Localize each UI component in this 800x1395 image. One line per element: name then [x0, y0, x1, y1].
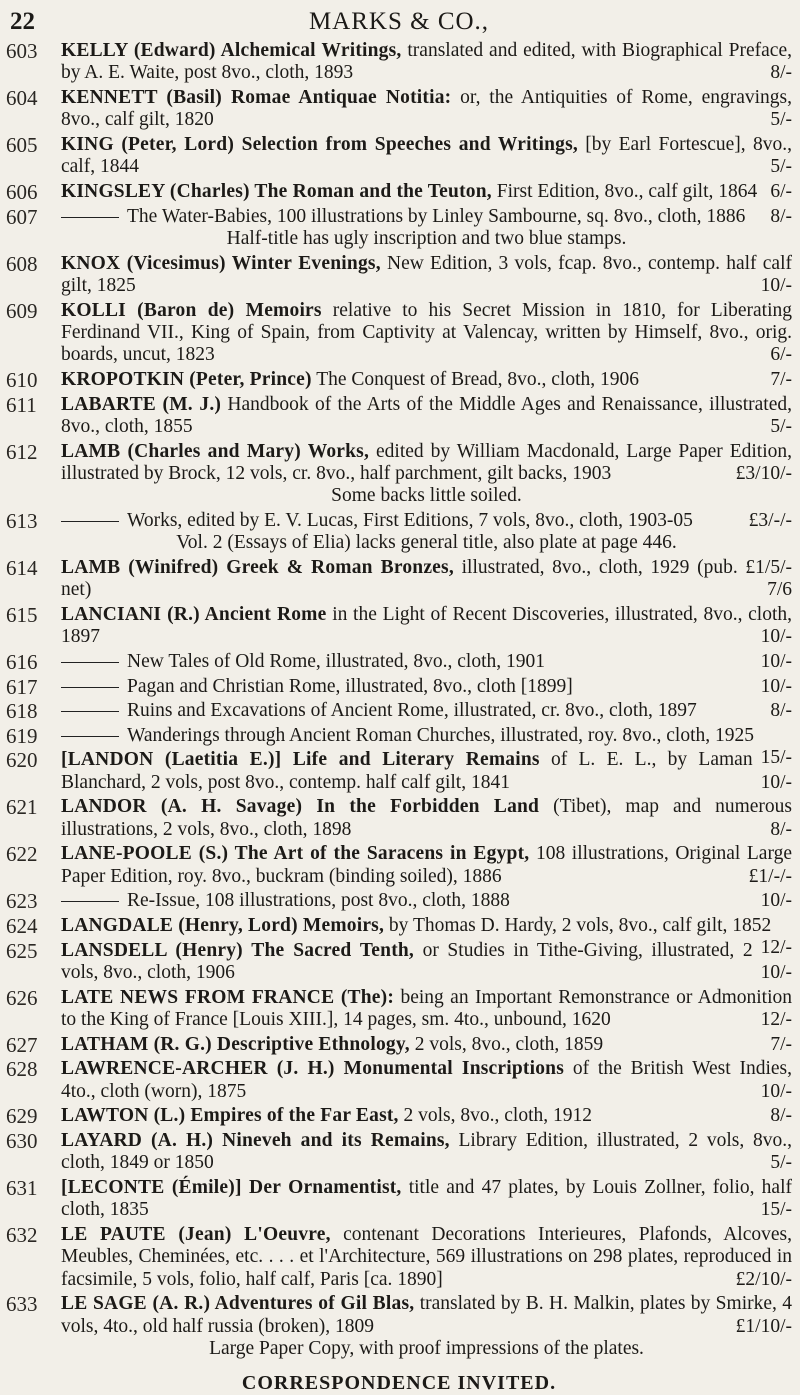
entry-number: 623	[6, 889, 38, 914]
entry-price: 8/-	[770, 700, 792, 722]
entry-number: 626	[6, 985, 38, 1010]
entry-price: 12/-	[760, 937, 792, 959]
entry-price: 5/-	[770, 109, 792, 131]
ditto-dash	[61, 711, 119, 712]
entry-description: Re-Issue, 108 illustrations, post 8vo., cloth, 1888	[127, 890, 510, 912]
entry-description: (Tibet), map and numerous illustrations, 2 vols, 8vo., cloth, 1898	[61, 796, 792, 840]
entry-description: illustrated, 8vo., cloth, 1929 (pub. £1/5/- net)	[61, 557, 793, 601]
entry-price: 15/-	[760, 747, 792, 769]
entry-description: relative to his Secret Mission in 1810, for Liberating Ferdinand VII., King of Spain, from Captivity at Valencay, written by Himself, 8vo., orig. boards, uncut, 1823	[61, 299, 792, 366]
catalogue-entry	[6, 890, 792, 912]
entry-price: 10/-	[760, 275, 792, 296]
entry-text	[61, 253, 792, 296]
entry-text	[61, 300, 792, 366]
ditto-dash	[61, 901, 119, 902]
catalogue-entry	[6, 987, 792, 1032]
entry-heading: LAWTON (L.) Empires of the Far East,	[61, 1105, 399, 1127]
catalogue-entry	[6, 181, 792, 203]
entry-text	[61, 510, 792, 531]
ditto-dash	[61, 217, 119, 218]
entry-text	[61, 441, 792, 484]
catalogue-entry	[6, 604, 792, 649]
catalogue-entry	[6, 369, 792, 391]
entry-text	[61, 1058, 792, 1101]
catalogue-entry	[6, 134, 792, 179]
entry-text	[61, 181, 792, 202]
entry-number: 617	[6, 674, 38, 699]
entry-heading: LE PAUTE (Jean) L'Oeuvre,	[61, 1223, 331, 1245]
entry-price: £1/-/-	[748, 865, 792, 887]
entry-description: or, the Antiquities of Rome, engravings, 8vo., calf gilt, 1820	[61, 87, 792, 131]
entry-text	[61, 700, 792, 722]
catalogue-entry	[6, 651, 792, 673]
entry-heading: KENNETT (Basil) Romae Antiquae Notitia:	[61, 87, 452, 108]
entry-number: 625	[6, 938, 38, 963]
entry-heading: KELLY (Edward) Alchemical Writings,	[61, 40, 402, 61]
entry-number: 629	[6, 1104, 38, 1129]
entry-price: 15/-	[760, 1199, 792, 1221]
entry-heading: LANCIANI (R.) Ancient Rome	[61, 604, 327, 625]
entry-heading: LAMB (Winifred) Greek & Roman Bronzes,	[61, 557, 454, 578]
catalogue-entry	[6, 40, 792, 85]
entry-description: title and 47 plates, by Louis Zollner, folio, half cloth, 1835	[61, 1176, 792, 1221]
entry-number: 621	[6, 795, 38, 820]
page-header	[6, 6, 792, 40]
catalogue-entry	[6, 557, 792, 602]
entry-heading: LAYARD (A. H.) Nineveh and its Remains,	[61, 1129, 450, 1151]
entry-price: 10/-	[760, 1080, 792, 1102]
entry-heading: LAMB (Charles and Mary) Works,	[61, 440, 370, 462]
running-title: MARKS & CO.,	[308, 8, 490, 35]
catalogue-entry	[6, 1224, 792, 1291]
entry-heading: LANE-POOLE (S.) The Art of the Saracens in Egypt,	[61, 843, 530, 865]
catalogue-entry	[6, 253, 792, 298]
catalogue-entry	[6, 796, 792, 841]
entry-price: 12/-	[760, 1008, 792, 1030]
entry-heading: [LANDON (Laetitia E.)] Life and Literary Remains	[61, 749, 540, 771]
entry-text	[61, 557, 792, 600]
catalogue-entry	[6, 676, 792, 698]
ditto-dash	[61, 736, 119, 737]
entry-description: Handbook of the Arts of the Middle Ages and Renaissance, illustrated, 8vo., cloth, 1855	[61, 393, 793, 437]
entry-text	[61, 843, 792, 886]
entry-description: translated and edited, with Biographical Preface, by A. E. Waite, post 8vo., cloth, 1893	[61, 40, 792, 84]
entry-price: 6/-	[770, 344, 792, 366]
entry-text	[61, 890, 792, 912]
entry-text	[61, 1224, 792, 1290]
entry-heading: [LECONTE (Émile)] Der Ornamentist,	[61, 1176, 402, 1198]
entry-number: 616	[6, 650, 38, 674]
entry-heading: KNOX (Vicesimus) Winter Evenings,	[61, 252, 381, 274]
catalogue-entry	[6, 1105, 792, 1127]
entry-price: 6/-	[770, 181, 792, 202]
entry-heading: KOLLI (Baron de) Memoirs	[61, 299, 322, 321]
entry-number: 612	[6, 439, 38, 464]
entry-text	[61, 87, 792, 130]
entry-description: being an Important Remonstrance or Admonition to the King of France [Louis XIII.], 14 pages, sm. 4to., unbound, 1620	[61, 986, 792, 1030]
entry-price: 5/-	[770, 416, 792, 437]
entry-heading: KINGSLEY (Charles) The Roman and the Teuton,	[61, 181, 492, 202]
entry-number: 615	[6, 603, 38, 627]
catalogue-entry	[6, 300, 792, 367]
entry-price: 10/-	[760, 771, 792, 793]
entry-text	[61, 651, 792, 672]
entry-description: The Conquest of Bread, 8vo., cloth, 1906	[316, 369, 639, 390]
entry-list	[6, 40, 792, 1360]
catalogue-entry	[6, 1177, 792, 1222]
entry-description: 108 illustrations, Original Large Paper Edition, roy. 8vo., buckram (binding soiled), 1886	[61, 843, 792, 887]
entry-price: 5/-	[770, 156, 792, 178]
entry-price: 8/-	[770, 1105, 792, 1127]
ditto-dash	[61, 521, 119, 522]
entry-note: Some backs little soiled.	[331, 485, 522, 507]
entry-number: 614	[6, 556, 38, 580]
entry-description: in the Light of Recent Discoveries, illustrated, 8vo., cloth, 1897	[61, 604, 793, 648]
entry-note: Half-title has ugly inscription and two blue stamps.	[226, 228, 627, 249]
entry-heading: LAWRENCE-ARCHER (J. H.) Monumental Inscriptions	[61, 1058, 564, 1080]
entry-description: or Studies in Tithe-Giving, illustrated, 2 vols, 8vo., cloth, 1906	[61, 939, 753, 983]
entry-description: Pagan and Christian Rome, illustrated, 8vo., cloth [1899]	[127, 675, 573, 697]
catalogue-entry	[6, 749, 792, 794]
entry-heading: LATE NEWS FROM FRANCE (The):	[61, 986, 395, 1008]
catalogue-entry	[6, 206, 792, 251]
entry-price: £3/-/-	[748, 510, 792, 531]
page-number: 22	[10, 8, 35, 35]
entry-text	[61, 1105, 792, 1127]
entry-text	[61, 1033, 792, 1055]
entry-number: 628	[6, 1057, 38, 1082]
catalogue-entry	[6, 1293, 792, 1360]
entry-description: by Thomas D. Hardy, 2 vols, 8vo., calf gilt, 1852	[388, 914, 772, 936]
entry-description: translated by B. H. Malkin, plates by Smirke, 4 vols, 4to., old half russia (broken), 1809	[61, 1293, 793, 1337]
entry-heading: LANSDELL (Henry) The Sacred Tenth,	[61, 939, 415, 961]
entry-number: 613	[6, 509, 38, 533]
entry-number: 630	[6, 1128, 38, 1153]
entry-price: 7/-	[770, 1033, 792, 1055]
catalogue-entry	[6, 441, 792, 508]
entry-heading: KING (Peter, Lord) Selection from Speeches and Writings,	[61, 134, 578, 155]
entry-number: 624	[6, 913, 38, 938]
entry-price: 10/-	[760, 651, 792, 672]
entry-number: 605	[6, 133, 38, 157]
entry-heading: LANGDALE (Henry, Lord) Memoirs,	[61, 914, 385, 936]
entry-number: 627	[6, 1032, 38, 1057]
entry-price: 5/-	[770, 1152, 792, 1174]
footer-note: CORRESPONDENCE INVITED.	[241, 1372, 557, 1395]
entry-number: 608	[6, 251, 38, 276]
entry-description: The Water-Babies, 100 illustrations by Linley Sambourne, sq. 8vo., cloth, 1886	[127, 205, 746, 227]
entry-description: 2 vols, 8vo., cloth, 1912	[403, 1105, 592, 1127]
entry-price: 7/6	[767, 579, 792, 601]
entry-text	[61, 987, 792, 1030]
entry-description: Ruins and Excavations of Ancient Rome, illustrated, cr. 8vo., cloth, 1897	[127, 700, 697, 722]
entry-number: 619	[6, 723, 38, 748]
entry-price: 7/-	[770, 369, 792, 390]
entry-heading: LATHAM (R. G.) Descriptive Ethnology,	[61, 1033, 410, 1055]
catalogue-entry	[6, 843, 792, 888]
entry-price: 8/-	[770, 205, 792, 227]
entry-description: Library Edition, illustrated, 2 vols, 8vo., cloth, 1849 or 1850	[61, 1129, 793, 1174]
entry-number: 607	[6, 204, 38, 229]
entry-description: of the British West Indies, 4to., cloth (worn), 1875	[61, 1058, 793, 1102]
catalogue-entry	[6, 87, 792, 132]
catalogue-entry	[6, 1130, 792, 1175]
entry-text	[61, 1130, 792, 1173]
ditto-dash	[61, 687, 119, 688]
entry-heading: LANDOR (A. H. Savage) In the Forbidden Land	[61, 796, 540, 818]
entry-number: 610	[6, 368, 38, 392]
entry-number: 604	[6, 86, 38, 110]
entry-note: Large Paper Copy, with proof impressions of the plates.	[209, 1337, 644, 1359]
entry-description: New Edition, 3 vols, fcap. 8vo., contemp. half calf gilt, 1825	[61, 252, 792, 296]
entry-text	[61, 675, 792, 697]
entry-description: 2 vols, 8vo., cloth, 1859	[414, 1033, 604, 1055]
entry-number: 603	[6, 39, 38, 63]
entry-description: contenant Decorations Interieures, Plafonds, Alcoves, Meubles, Cheminées, etc. . . . et l'Architecture, 569 illustrations on 298 plates, reproduced in facsimile, 5 vols, folio, half calf, Paris [ca. 1890]	[61, 1223, 792, 1290]
catalogue-entry	[6, 1058, 792, 1103]
entry-description: [by Earl Fortescue], 8vo., calf, 1844	[61, 134, 793, 178]
entry-price: 10/-	[760, 890, 792, 912]
entry-text	[61, 1293, 792, 1336]
entry-number: 622	[6, 842, 38, 867]
entry-description: Wanderings through Ancient Roman Churches, illustrated, roy. 8vo., cloth, 1925	[127, 724, 755, 746]
entry-description: First Edition, 8vo., calf gilt, 1864	[496, 181, 758, 202]
entry-text	[61, 369, 792, 390]
catalogue-entry	[6, 1034, 792, 1056]
entry-description: New Tales of Old Rome, illustrated, 8vo., cloth, 1901	[127, 651, 546, 672]
entry-price: £3/10/-	[735, 463, 792, 484]
entry-heading: LABARTE (M. J.)	[61, 393, 222, 415]
ditto-dash	[61, 662, 119, 663]
entry-price: 8/-	[770, 62, 792, 84]
entry-number: 611	[6, 392, 37, 417]
entry-text	[61, 205, 792, 227]
entry-description: edited by William Macdonald, Large Paper Edition, illustrated by Brock, 12 vols, cr. 8vo., half parchment, gilt backs, 1903	[61, 440, 793, 484]
entry-price: 8/-	[770, 818, 792, 840]
entry-price: £1/10/-	[735, 1315, 792, 1337]
entry-heading: LE SAGE (A. R.) Adventures of Gil Blas,	[61, 1293, 415, 1315]
entry-text	[61, 394, 792, 437]
entry-number: 620	[6, 748, 38, 773]
entry-heading: KROPOTKIN (Peter, Prince)	[61, 369, 312, 390]
entry-number: 606	[6, 180, 38, 204]
catalogue-entry	[6, 394, 792, 439]
entry-text	[61, 604, 792, 647]
entry-price: 10/-	[760, 675, 792, 697]
entry-note: Vol. 2 (Essays of Elia) lacks general title, also plate at page 446.	[176, 532, 677, 554]
entry-number: 631	[6, 1175, 38, 1200]
entry-price: £2/10/-	[735, 1268, 792, 1290]
entry-number: 609	[6, 298, 38, 323]
catalogue-entry	[6, 700, 792, 722]
entry-price: 10/-	[760, 961, 792, 983]
entry-number: 618	[6, 699, 38, 724]
catalogue-entry	[6, 510, 792, 555]
entry-text	[61, 134, 792, 177]
entry-description: of L. E. L., by Laman Blanchard, 2 vols, post 8vo., contemp. half calf gilt, 1841	[61, 749, 753, 793]
entry-text	[61, 796, 792, 839]
entry-price: 10/-	[760, 626, 792, 648]
entry-number: 632	[6, 1222, 38, 1247]
entry-text	[61, 40, 792, 83]
entry-text	[61, 1177, 792, 1220]
entry-number: 633	[6, 1292, 38, 1317]
entry-description: Works, edited by E. V. Lucas, First Editions, 7 vols, 8vo., cloth, 1903-05	[127, 510, 693, 531]
catalogue-entry	[6, 940, 792, 985]
